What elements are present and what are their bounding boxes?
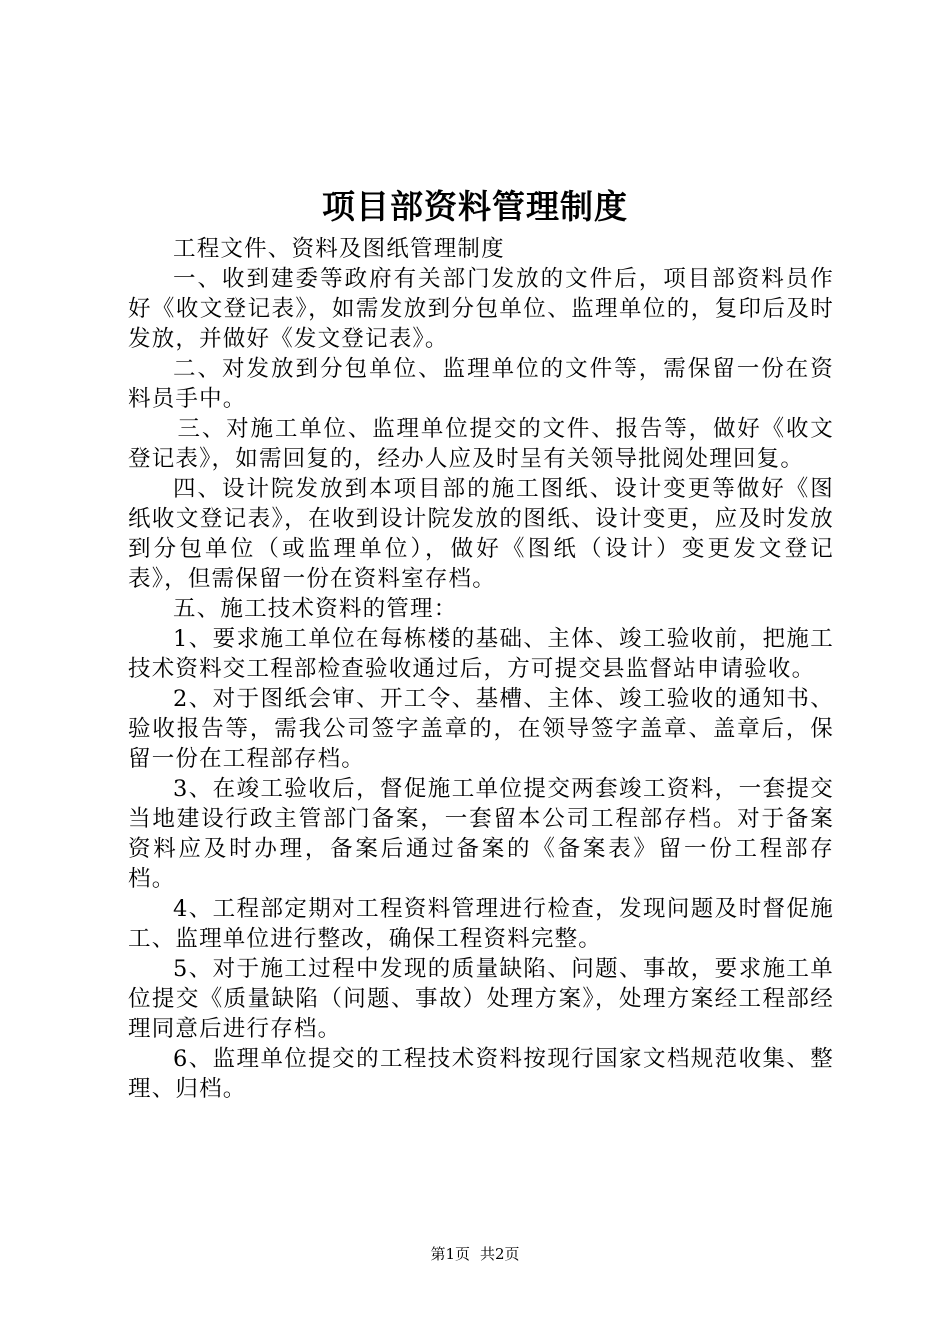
paragraph-10: 5、对于施工过程中发现的质量缺陷、问题、事故，要求施工单位提交《质量缺陷（问题、事故）处理方案》，处理方案经工程部经理同意后进行存档。	[128, 956, 834, 1042]
paragraph-8: 3、在竣工验收后，督促施工单位提交两套竣工资料，一套提交当地建设行政主管部门备案，一套留本公司工程部存档。对于备案资料应及时办理，备案后通过备案的《备案表》留一份工程部存档。	[128, 776, 834, 892]
paragraph-1: 一、收到建委等政府有关部门发放的文件后，项目部资料员作好《收文登记表》，如需发放到分包单位、监理单位的，复印后及时发放，并做好《发文登记表》。	[128, 266, 834, 352]
document-body	[128, 234, 834, 1104]
paragraph-6: 1、要求施工单位在每栋楼的基础、主体、竣工验收前，把施工技术资料交工程部检查验收通过后，方可提交县监督站申请验收。	[128, 626, 834, 682]
paragraph-4: 四、设计院发放到本项目部的施工图纸、设计变更等做好《图纸收文登记表》，在收到设计院发放的图纸、设计变更，应及时发放到分包单位（或监理单位），做好《图纸（设计）变更发文登记表》，但需保留一份在资料室存档。	[128, 476, 834, 592]
paragraph-7: 2、对于图纸会审、开工令、基槽、主体、竣工验收的通知书、验收报告等，需我公司签字盖章的，在领导签字盖章、盖章后，保留一份在工程部存档。	[128, 686, 834, 772]
document-title: 项目部资料管理制度	[322, 187, 628, 226]
page-footer	[0, 1244, 950, 1264]
paragraph-2: 二、对发放到分包单位、监理单位的文件等，需保留一份在资料员手中。	[128, 356, 834, 412]
page-number: 第1页	[430, 1245, 470, 1263]
paragraph-5: 五、施工技术资料的管理：	[173, 596, 458, 622]
page-total: 共2页	[480, 1245, 520, 1263]
paragraph-9: 4、工程部定期对工程资料管理进行检查，发现问题及时督促施工、监理单位进行整改，确保工程资料完整。	[128, 896, 834, 952]
paragraph-11: 6、监理单位提交的工程技术资料按现行国家文档规范收集、整理、归档。	[128, 1046, 834, 1102]
paragraph-3: 三、对施工单位、监理单位提交的文件、报告等，做好《收文登记表》，如需回复的，经办人应及时呈有关领导批阅处理回复。	[128, 416, 834, 472]
section-heading: 工程文件、资料及图纸管理制度	[173, 236, 505, 262]
